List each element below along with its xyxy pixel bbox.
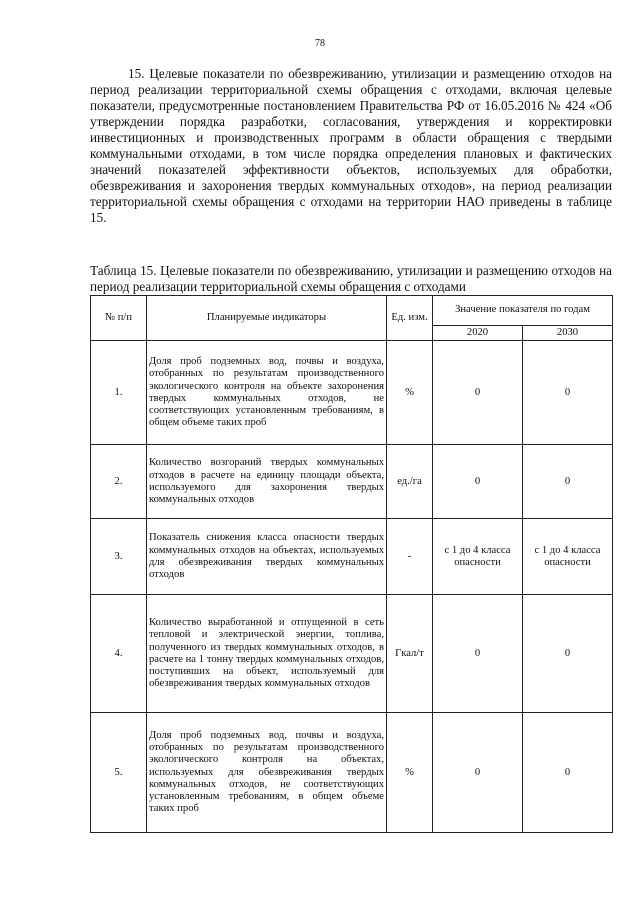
table-row xyxy=(91,713,613,833)
row-number: 1. xyxy=(91,341,147,445)
table-row xyxy=(91,445,613,519)
row-value-2030: 0 xyxy=(523,341,613,445)
header-value-group: Значение показателя по годам xyxy=(433,296,613,326)
row-value-2030: 0 xyxy=(523,595,613,713)
row-value-2030: с 1 до 4 класса опасности xyxy=(523,519,613,595)
table-row xyxy=(91,595,613,713)
row-unit: ед./га xyxy=(387,445,433,519)
row-indicator: Показатель снижения класса опасности твердых коммунальных отходов на объектах, используемых для обезвреживания твердых коммунальных отходов xyxy=(147,519,387,595)
header-year-2020: 2020 xyxy=(433,326,523,341)
row-value-2020: с 1 до 4 класса опасности xyxy=(433,519,523,595)
row-unit: - xyxy=(387,519,433,595)
table-row xyxy=(91,341,613,445)
row-value-2020: 0 xyxy=(433,445,523,519)
intro-paragraph: 15. Целевые показатели по обезвреживанию, утилизации и размещению отходов на период реализации территориальной схемы обращения с отходами, включая целевые показатели, предусмотренные постановлением Правительства РФ от 16.05.2016 № 424 «Об утверждении порядка разработки, согласования, утверждения и корректировки инвестиционных и производственных программ в области обращения с твердыми коммунальными отходами, в том числе порядка определения плановых и фактических значений показателей эффективности объектов, используемых для обработки, обезвреживания и захоронения твердых коммунальных отходов», на период реализации территориальной схемы обращения с отходами на территории НАО приведены в таблице 15. xyxy=(90,66,612,225)
header-unit: Ед. изм. xyxy=(387,296,433,341)
row-indicator: Количество выработанной и отпущенной в сеть тепловой и электрической энергии, топлива, полученного из твердых коммунальных отходов, в расчете на 1 тонну твердых коммунальных отходов, поступивших на объект, используемый для обезвреживания твердых коммунальных отходов xyxy=(147,595,387,713)
table-caption: Таблица 15. Целевые показатели по обезвреживанию, утилизации и размещению отходов на период реализации территориальной схемы обращения с отходами xyxy=(90,263,612,294)
row-value-2020: 0 xyxy=(433,341,523,445)
row-indicator: Доля проб подземных вод, почвы и воздуха, отобранных по результатам производственного экологического контроля на объекте захоронения твердых коммунальных отходов, не соответствующих установленным требованиям, в общем объеме таких проб xyxy=(147,341,387,445)
row-number: 3. xyxy=(91,519,147,595)
indicators-table xyxy=(90,295,613,833)
row-unit: Гкал/т xyxy=(387,595,433,713)
row-value-2030: 0 xyxy=(523,445,613,519)
row-value-2020: 0 xyxy=(433,713,523,833)
row-indicator: Доля проб подземных вод, почвы и воздуха, отобранных по результатам производственного экологического контроля на объектах, используемых для обезвреживания твердых коммунальных отходов, не соответствующих установленным требованиям, в общем объеме таких проб xyxy=(147,713,387,833)
page-number: 78 xyxy=(315,38,325,49)
row-unit: % xyxy=(387,713,433,833)
header-num: № п/п xyxy=(91,296,147,341)
header-indicator: Планируемые индикаторы xyxy=(147,296,387,341)
row-value-2020: 0 xyxy=(433,595,523,713)
table-row xyxy=(91,519,613,595)
header-year-2030: 2030 xyxy=(523,326,613,341)
row-unit: % xyxy=(387,341,433,445)
row-number: 5. xyxy=(91,713,147,833)
row-number: 4. xyxy=(91,595,147,713)
row-value-2030: 0 xyxy=(523,713,613,833)
row-indicator: Количество возгораний твердых коммунальных отходов в расчете на единицу площади объекта, используемого для захоронения твердых коммунальных отходов xyxy=(147,445,387,519)
row-number: 2. xyxy=(91,445,147,519)
